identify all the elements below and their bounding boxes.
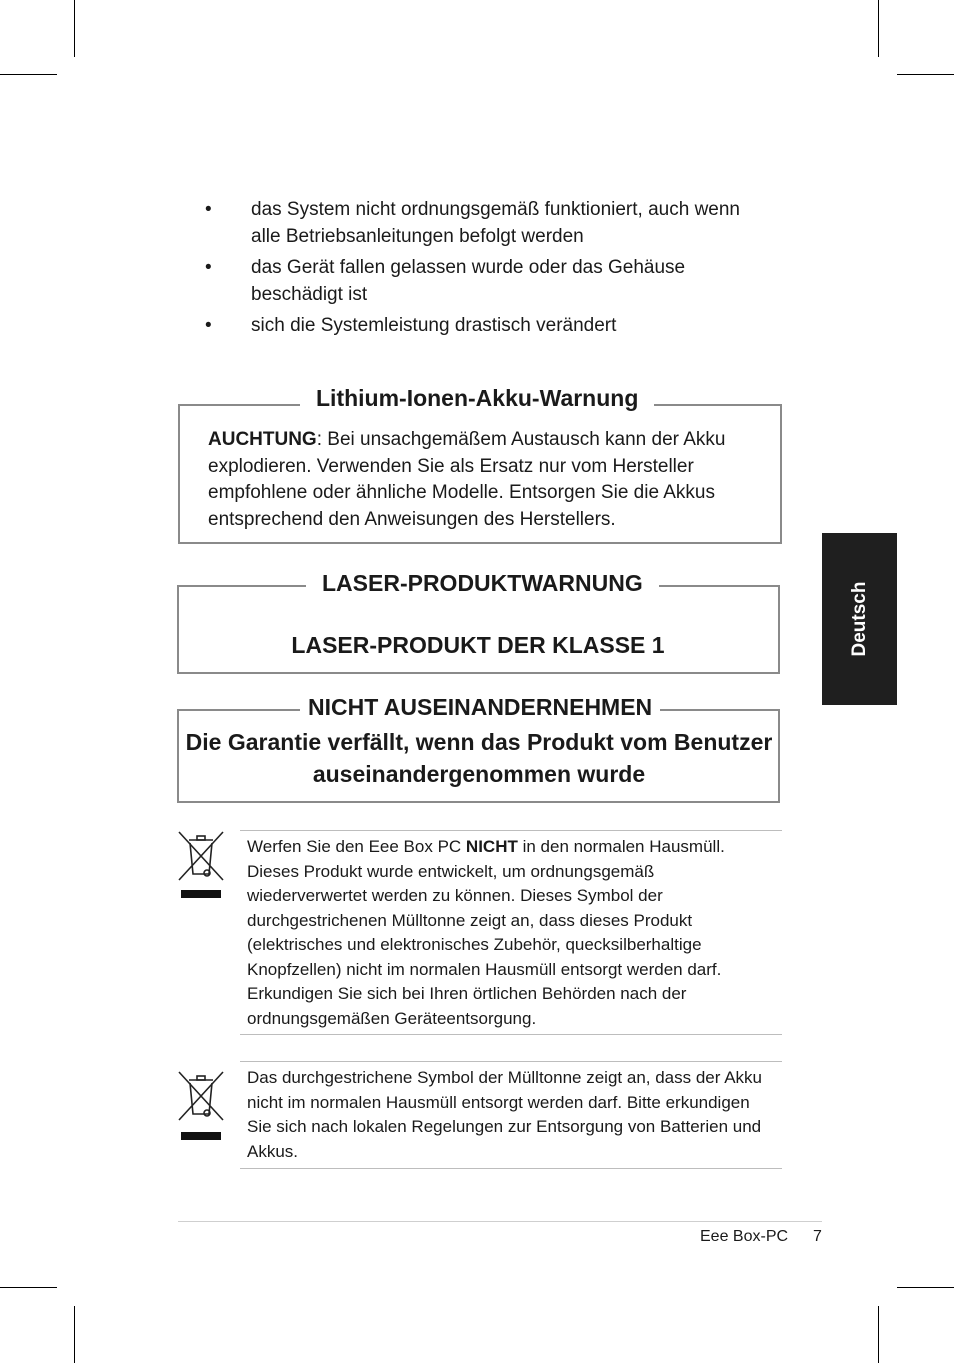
- caution-label: AUCHTUNG: [208, 429, 317, 450]
- crop-mark: [0, 1287, 57, 1288]
- crop-mark: [878, 1306, 879, 1363]
- bullet-icon: •: [205, 315, 212, 336]
- recycle-text-post: in den normalen Hausmüll. Dieses Produkt wurde entwickelt, um ordnungsgemäß wiederverwertet werden zu können. Dieses Symbol der durchgestrichenen Mülltonne zeigt an, dass dieses Produkt (elektrisches und elektronisches Zubehör, quecksilberhaltige Knopfzellen) nicht im normalen Hausmüll entsorgt werden darf. Erkundigen Sie sich bei Ihren örtlichen Behörden nach der ordnungsgemäßen Geräteentsorgung.: [247, 837, 725, 1028]
- footer-divider: [178, 1221, 822, 1222]
- crossed-out-bin-icon: [176, 830, 226, 902]
- language-tab-label: Deutsch: [848, 581, 870, 657]
- divider: [240, 830, 782, 831]
- battery-disposal-text: Das durchgestrichene Symbol der Mülltonne zeigt an, dass der Akku nicht im normalen Hausmüll entsorgt werden darf. Bitte erkundigen Sie sich nach lokalen Regelungen zur Entsorgung von Batterien und Akkus.: [247, 1068, 762, 1161]
- crossed-out-bin-icon: [176, 1070, 226, 1142]
- recycle-notice-text: [247, 835, 777, 1031]
- list-item-text: das System nicht ordnungsgemäß funktioniert, auch wenn alle Betriebsanleitungen befolgt werden: [251, 199, 740, 247]
- recycle-text-bold: NICHT: [465, 837, 518, 856]
- page-number: 7: [813, 1228, 822, 1245]
- divider: [240, 1061, 782, 1062]
- lithium-warning-title: Lithium-Ionen-Akku-Warnung: [300, 385, 654, 412]
- crop-mark: [897, 74, 954, 75]
- recycle-text-pre: Werfen Sie den Eee Box PC: [247, 837, 466, 856]
- divider: [240, 1034, 782, 1035]
- crop-mark: [897, 1287, 954, 1288]
- crop-mark: [878, 0, 879, 57]
- caution-text: : Bei unsachgemäßem Austausch kann der Akku explodieren. Verwenden Sie als Ersatz nur vom Hersteller empfohlene oder ähnliche Modelle. Entsorgen Sie die Akkus entsprechend den Anweisungen des Herstellers.: [208, 429, 726, 530]
- crop-mark: [0, 74, 57, 75]
- bullet-icon: •: [205, 257, 212, 278]
- divider: [240, 1168, 782, 1169]
- laser-class-label: LASER-PRODUKT DER KLASSE 1: [291, 632, 665, 658]
- language-tab: [822, 533, 897, 705]
- laser-warning-title: LASER-PRODUKTWARNUNG: [306, 570, 659, 597]
- list-item-text: sich die Systemleistung drastisch verändert: [251, 315, 617, 336]
- list-item: [205, 312, 745, 339]
- footer-product-name: Eee Box-PC: [700, 1228, 789, 1245]
- crop-mark: [74, 0, 75, 57]
- bullet-icon: •: [205, 199, 212, 220]
- disassemble-warning-title: NICHT AUSEINANDERNEHMEN: [300, 694, 660, 721]
- list-item-text: das Gerät fallen gelassen wurde oder das Gehäuse beschädigt ist: [251, 257, 686, 305]
- laser-warning-box: [177, 585, 780, 674]
- warranty-text: Die Garantie verfällt, wenn das Produkt vom Benutzer auseinandergenommen wurde: [185, 729, 773, 787]
- list-item: [205, 254, 745, 308]
- crop-mark: [74, 1306, 75, 1363]
- list-item: [205, 196, 745, 250]
- lithium-warning-text: [208, 427, 763, 533]
